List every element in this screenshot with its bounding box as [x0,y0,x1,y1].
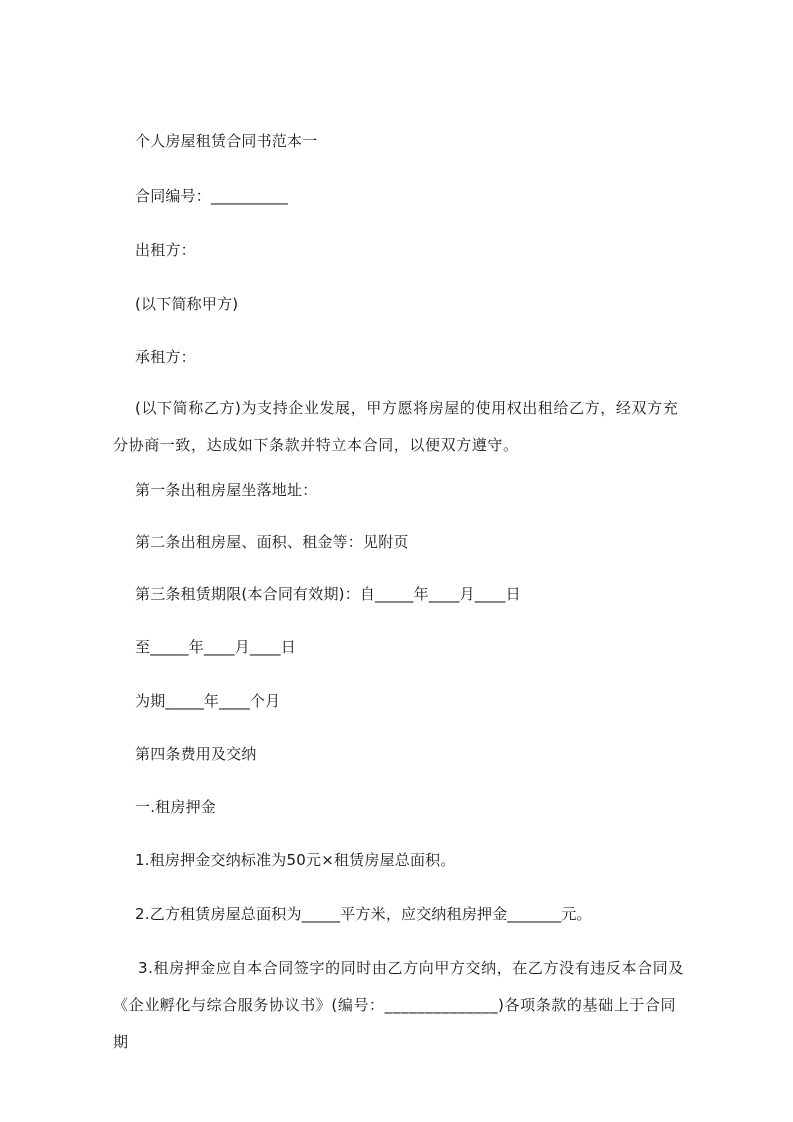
section-deposit: 一.租房押金 [135,798,216,816]
lessee-label: 承租方： [135,348,196,366]
article-4: 第四条费用及交纳 [135,745,257,763]
article-3: 第三条租赁期限(本合同有效期)：自_____年____月____日 [135,585,521,603]
intro-paragraph: (以下简称乙方)为支持企业发展，甲方愿将房屋的使用权出租给乙方，经双方充分协商一致，达成如下条款并特立本合同，以便双方遵守。 [113,399,679,454]
lessor-alias: (以下简称甲方) [135,295,239,313]
contract-number: 合同编号：__________ [135,187,289,205]
article-2: 第二条出租房屋、面积、租金等：见附页 [135,533,409,551]
lessor-label: 出租方： [135,241,196,259]
article-3-period: 为期_____年____个月 [135,692,281,710]
article-1: 第一条出租房屋坐落地址： [135,481,318,499]
deposit-item-1: 1.租房押金交纳标准为50元×租赁房屋总面积。 [135,851,456,869]
article-3-end-date: 至_____年____月____日 [135,638,296,656]
deposit-item-2: 2.乙方租赁房屋总面积为_____平方米，应交纳租房押金_______元。 [135,905,592,923]
deposit-item-3: 3.租房押金应自本合同签字的同时由乙方向甲方交纳，在乙方没有违反本合同及《企业孵化与综合服务协议书》(编号：______________)各项条款的基础上于合同期 [113,959,684,1051]
document-title: 个人房屋租赁合同书范本一 [135,132,318,150]
